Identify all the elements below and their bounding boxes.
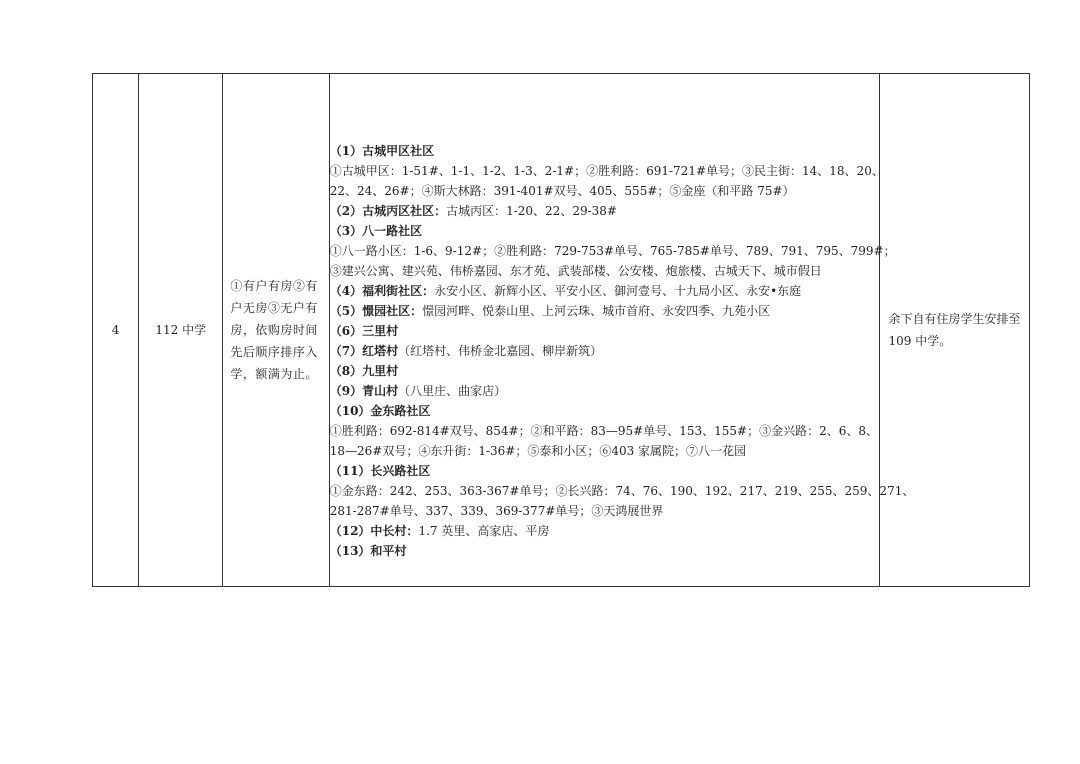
area-line: ③建兴公寓、建兴苑、伟桥嘉园、东才苑、武装部楼、公安楼、炮旅楼、古城天下、城市假日 bbox=[329, 264, 822, 278]
area-line-detail: （红塔村、伟桥金北嘉园、柳岸新筑） bbox=[398, 344, 603, 358]
school-name: 112 中学 bbox=[155, 323, 207, 337]
table-row bbox=[93, 74, 1030, 587]
area-line bbox=[330, 281, 880, 301]
area-line-detail: 永安小区、新辉小区、平安小区、御河壹号、十九局小区、永安•东庭 bbox=[434, 284, 802, 298]
area-line-heading: （5）憬园社区： bbox=[329, 304, 423, 318]
area-line: （1）古城甲区社区 bbox=[329, 144, 435, 158]
remark-cell bbox=[880, 74, 1030, 587]
area-line-heading: （7）红塔村 bbox=[329, 344, 399, 358]
area-line: （8）九里村 bbox=[329, 364, 399, 378]
district-area-list bbox=[329, 99, 915, 561]
area-line: （3）八一路社区 bbox=[329, 224, 423, 238]
area-line bbox=[330, 521, 880, 541]
area-line: （13）和平村 bbox=[329, 544, 407, 558]
area-line: ①八一路小区：1-6、9-12#；②胜利路：729-753#单号、765-785#单号、789、791、795、799#； bbox=[329, 244, 896, 258]
area-line-detail: 憬园河畔、悦泰山里、上河云珠、城市首府、永安四季、九苑小区 bbox=[422, 304, 771, 318]
district-area-cell bbox=[329, 74, 915, 587]
area-line: ①金东路：242、253、363-367#单号；②长兴路：74、76、190、192、217、219、255、259、271、 bbox=[329, 484, 915, 498]
area-line bbox=[330, 341, 880, 361]
area-line-heading: （12）中长村： bbox=[329, 524, 419, 538]
admission-rule: ①有户有房②有户无房③无户有房，依购房时间先后顺序排序入学，额满为止。 bbox=[230, 279, 318, 381]
row-number-cell bbox=[93, 74, 139, 587]
area-line bbox=[330, 301, 880, 321]
area-line: （6）三里村 bbox=[329, 324, 399, 338]
row-number: 4 bbox=[111, 323, 120, 337]
enrollment-table bbox=[92, 73, 1030, 587]
area-line bbox=[330, 381, 880, 401]
area-line-heading: （2）古城丙区社区： bbox=[329, 204, 447, 218]
area-line: ①胜利路：692-814#双号、854#；②和平路：83—95#单号、153、155#；③金兴路：2、6、8、 bbox=[329, 424, 878, 438]
area-line bbox=[330, 201, 880, 221]
area-line: ①古城甲区：1-51#、1-1、1-2、1-3、2-1#；②胜利路：691-721#单号；③民主街：14、18、20、 bbox=[329, 164, 884, 178]
area-line: 281-287#单号、337、339、369-377#单号；③天鸿展世界 bbox=[329, 504, 664, 518]
area-line: （10）金东路社区 bbox=[329, 404, 431, 418]
area-line-heading: （9）青山村 bbox=[329, 384, 399, 398]
area-line-detail: 1.7 英里、高家店、平房 bbox=[418, 524, 550, 538]
admission-rule-cell bbox=[223, 74, 329, 587]
school-cell bbox=[139, 74, 223, 587]
area-line: 22、24、26#；④斯大林路：391-401#双号、405、555#；⑤金座（和平路 75#） bbox=[329, 184, 795, 198]
area-line-detail: 古城丙区：1-20、22、29-38# bbox=[446, 204, 617, 218]
area-line: （11）长兴路社区 bbox=[329, 464, 431, 478]
area-line-heading: （4）福利街社区： bbox=[329, 284, 435, 298]
area-line-detail: （八里庄、曲家店） bbox=[398, 384, 507, 398]
remark-text: 余下自有住房学生安排至 109 中学。 bbox=[888, 312, 1021, 348]
area-line: 18—26#双号；④东升街：1-36#；⑤泰和小区；⑥403 家属院；⑦八一花园 bbox=[329, 444, 747, 458]
